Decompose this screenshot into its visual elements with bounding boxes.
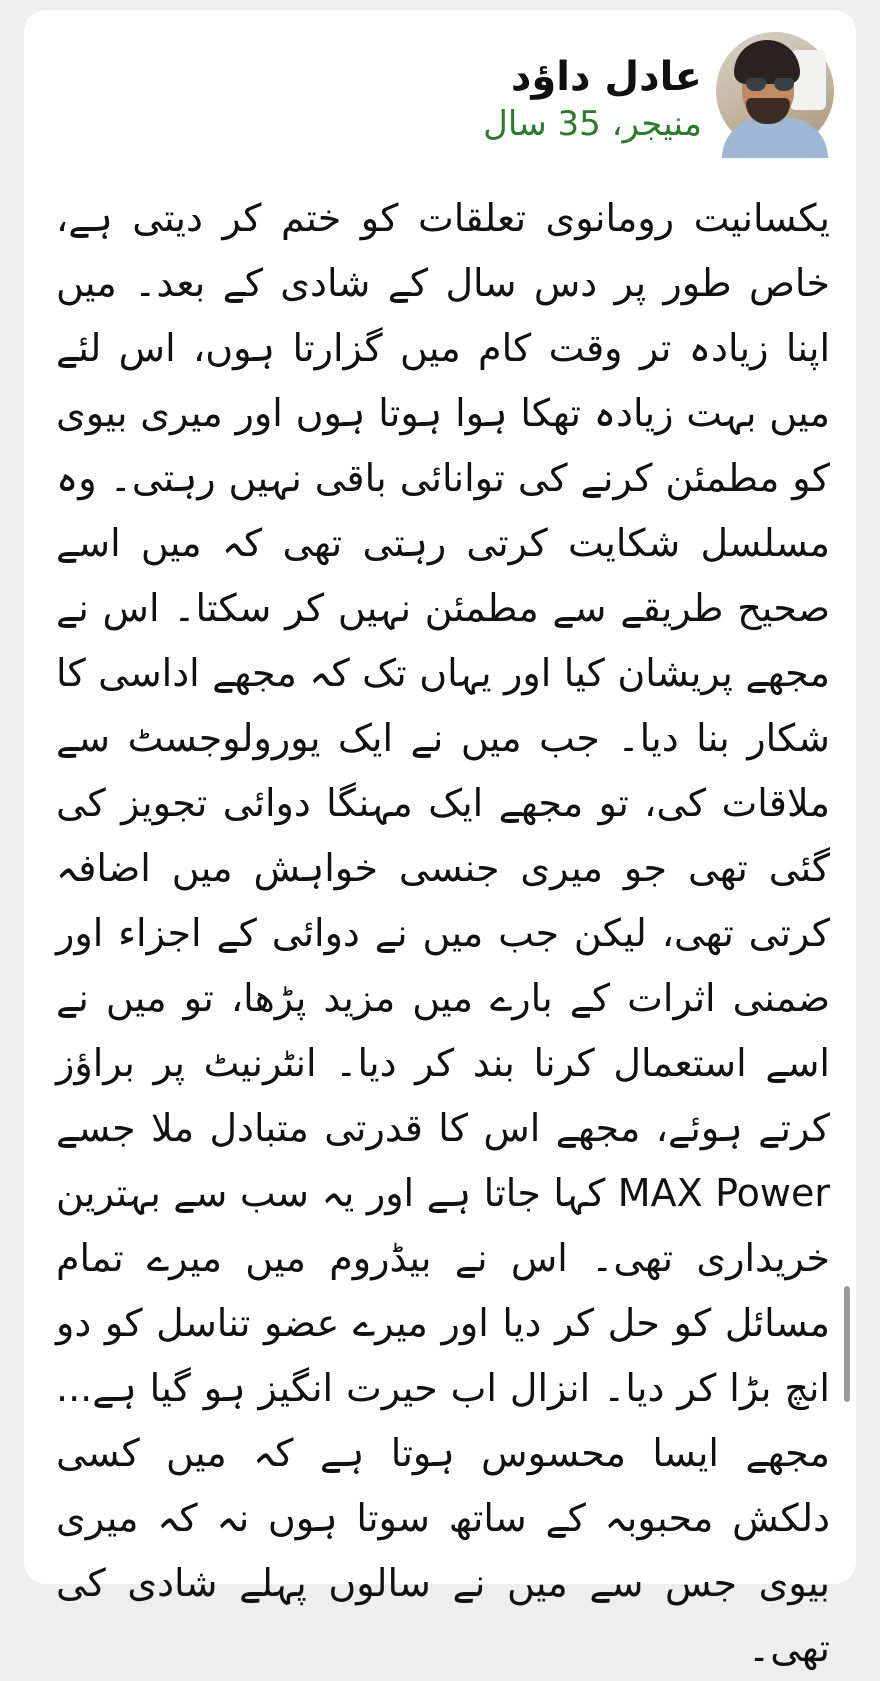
author-meta: منیجر، 35 سال <box>483 104 702 144</box>
author-header <box>64 32 834 182</box>
avatar-shirt-shape <box>722 118 828 158</box>
avatar <box>716 32 834 150</box>
sunglasses-icon <box>746 78 794 92</box>
testimonial-text: یکسانیت رومانوی تعلقات کو ختم کر دیتی ہے، خاص طور پر دس سال کے شادی کے بعد۔ میں اپنا زیادہ تر وقت کام میں گزارتا ہوں، اس لئے میں بہت زیادہ تھکا ہوا ہوتا ہوں اور میری بیوی کو مطمئن کرنے کی توانائی باقی نہیں رہتی۔ وہ مسلسل شکایت کرتی رہتی تھی کہ میں اسے صحیح طریقے سے مطمئن نہیں کر سکتا۔ اس نے مجھے پریشان کیا اور یہاں تک کہ مجھے اداسی کا شکار بنا دیا۔ جب میں نے ایک یورولوجسٹ سے ملاقات کی، تو مجھے ایک مہنگا دوائی تجویز کی گئی تھی جو میری جنسی خواہش میں اضافہ کرتی تھی، لیکن جب میں نے دوائی کے اجزاء اور ضمنی اثرات کے بارے میں مزید پڑھا، تو میں نے اسے استعمال کرنا بند کر دیا۔ انٹرنیٹ پر براؤز کرتے ہوئے، مجھے اس کا قدرتی متبادل ملا جسے MAX Power کہا جاتا ہے اور یہ سب سے بہترین خریداری تھی۔ اس نے بیڈروم میں میرے تمام مسائل کو حل کر دیا اور میرے عضو تناسل کو دو انچ بڑا کر دیا۔ انزال اب حیرت انگیز ہو گیا ہے... مجھے ایسا محسوس ہوتا ہے کہ میں کسی دلکش محبوبہ کے ساتھ سوتا ہوں نہ کہ میری بیوی جس سے میں نے سالوں پہلے شادی کی تھی۔ <box>43 196 830 1670</box>
author-info <box>483 32 702 146</box>
scrollbar[interactable] <box>844 1286 850 1402</box>
testimonial-card <box>24 10 856 1670</box>
author-name: عادل داؤد <box>510 54 702 100</box>
